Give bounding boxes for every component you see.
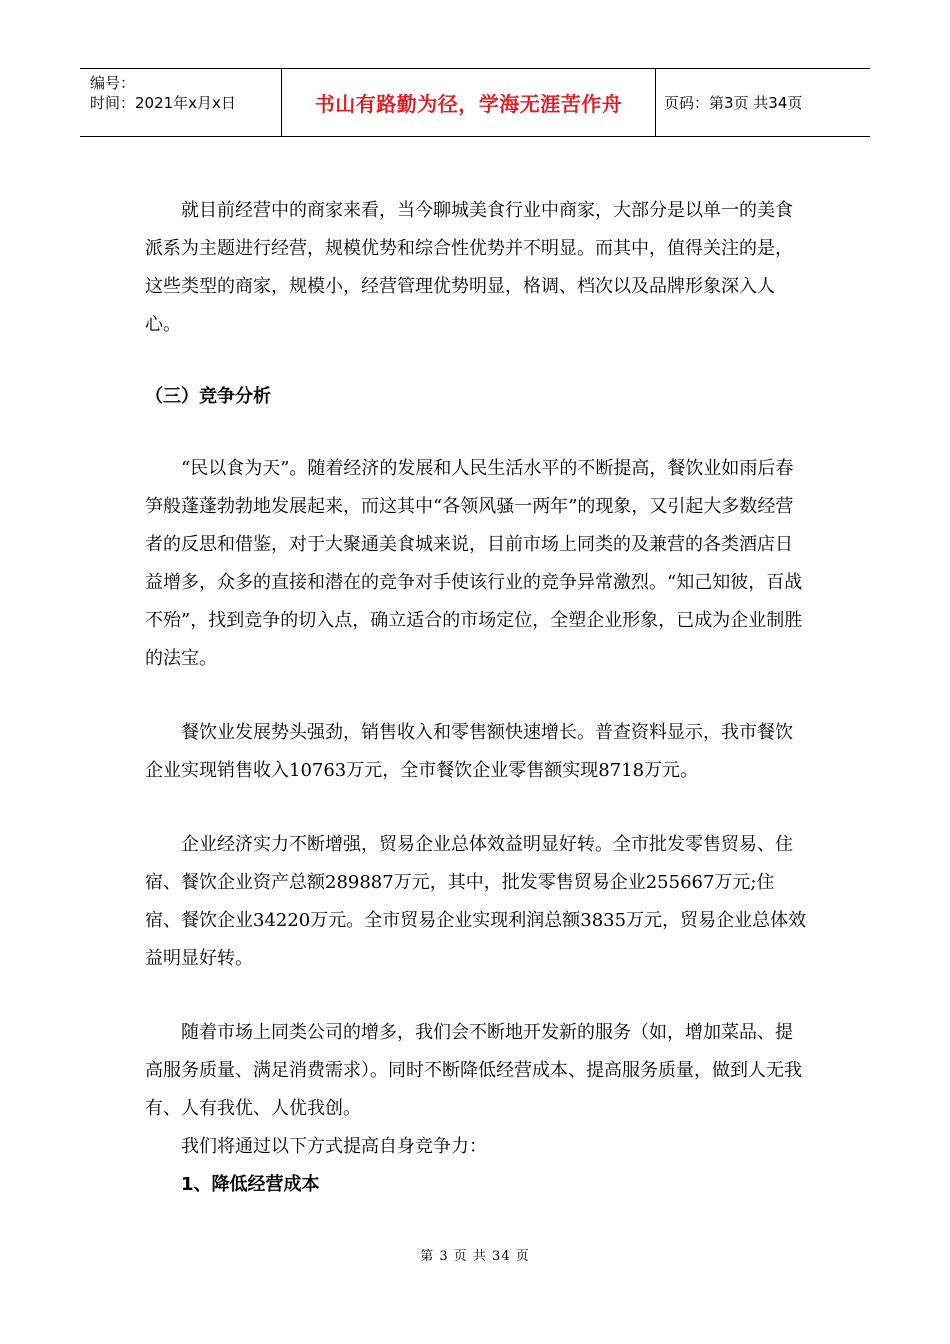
document-body (145, 192, 810, 1204)
paragraph-5: 随着市场上同类公司的增多，我们会不断地开发新的服务（如，增加菜品、提高服务质量、满足消费需求）。同时不断降低经营成本、提高服务质量，做到人无我有、人有我优、人优我创。 (145, 1022, 802, 1119)
header-motto: 书山有路勤为径，学海无涯苦作舟 (282, 69, 656, 136)
section-heading: （三）竞争分析 (145, 386, 271, 407)
number-label: 编号： (90, 74, 136, 92)
document-header (80, 68, 870, 137)
paragraph-3: 餐饮业发展势头强劲，销售收入和零售额快速增长。普查资料显示，我市餐饮企业实现销售收入10763万元，全市餐饮企业零售额实现8718万元。 (145, 722, 793, 781)
date-label: 时间：2021年x月x日 (90, 94, 236, 112)
header-page-info: 页码：第3页 共34页 (664, 94, 803, 112)
page-footer: 第 3 页 共 34 页 (420, 1249, 530, 1264)
paragraph-1: 就目前经营中的商家来看，当今聊城美食行业中商家，大部分是以单一的美食派系为主题进行经营，规模优势和综合性优势并不明显。而其中，值得关注的是，这些类型的商家，规模小，经营管理优势明显，格调、档次以及品牌形象深入人心。 (145, 200, 793, 335)
paragraph-4: 企业经济实力不断增强，贸易企业总体效益明显好转。全市批发零售贸易、住宿、餐饮企业资产总额289887万元，其中，批发零售贸易企业255667万元;住宿、餐饮企业34220万元。全市贸易企业实现利润总额3835万元，贸易企业总体效益明显好转。 (145, 834, 807, 969)
paragraph-6: 我们将通过以下方式提高自身竞争力： (181, 1136, 487, 1157)
subheading: 1、降低经营成本 (181, 1174, 320, 1195)
header-meta (80, 69, 282, 136)
paragraph-2: “民以食为天”。随着经济的发展和人民生活水平的不断提高，餐饮业如雨后春笋般蓬蓬勃勃地发展起来，而这其中“各领风骚一两年”的现象，又引起大多数经营者的反思和借鉴，对于大聚通美食城来说，目前市场上同类的及兼营的各类酒店日益增多，众多的直接和潜在的竞争对手使该行业的竞争异常激烈。“知己知彼，百战不殆”，找到竞争的切入点，确立适合的市场定位，全塑企业形象，已成为企业制胜的法宝。 (145, 458, 803, 669)
